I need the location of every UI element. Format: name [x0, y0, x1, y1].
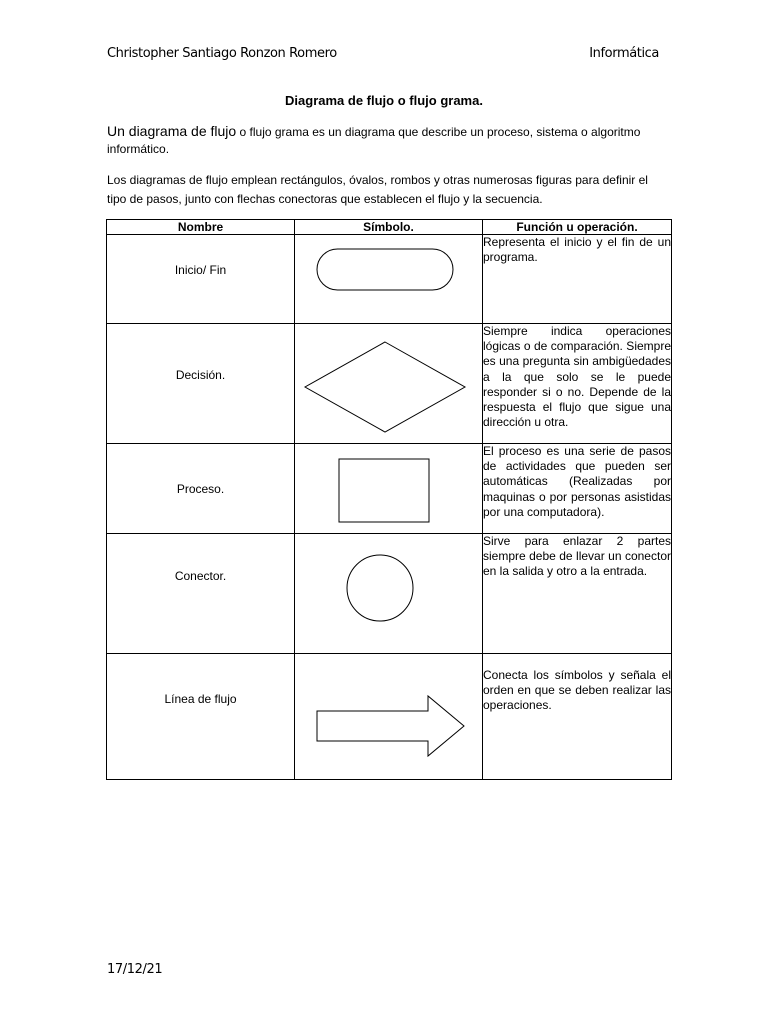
row-function-cell: Representa el inicio y el fin de un programa. [483, 235, 672, 324]
header-subject: Informática [589, 46, 659, 61]
column-header-symbol: Símbolo. [295, 220, 483, 235]
row-name-cell [107, 534, 295, 654]
row-function-cell: Siempre indica operaciones lógicas o de comparación. Siempre es una pregunta sin ambigüedades a la que solo se le puede responder si o no. Depende de la respuesta el flujo que sigue una dirección u otra. [483, 324, 672, 444]
table-row [107, 235, 672, 324]
connector-circle-icon [295, 534, 483, 654]
row-name: Inicio/ Fin [174, 263, 227, 277]
row-function-cell: Sirve para enlazar 2 partes siempre debe de llevar un conector en la salida y otro a la entrada. [483, 534, 672, 654]
document-title: Diagrama de flujo o flujo grama. [285, 93, 483, 108]
row-symbol-cell [295, 654, 483, 780]
table-row [107, 534, 672, 654]
table-row [107, 444, 672, 534]
row-name-cell [107, 324, 295, 444]
column-header-name: Nombre [107, 220, 295, 235]
row-name-cell [107, 235, 295, 324]
decision-diamond-icon [295, 324, 483, 444]
footer-date: 17/12/21 [107, 962, 163, 977]
row-name: Decisión. [175, 367, 226, 382]
intro-lead: Un diagrama de flujo [107, 123, 237, 139]
row-symbol-cell [295, 444, 483, 534]
table-header-row [107, 220, 672, 235]
description-paragraph: Los diagramas de flujo emplean rectángulos, óvalos, rombos y otras numerosas figuras para definir el tipo de pasos, junto con flechas conectoras que establecen el flujo y la secuencia. [107, 173, 648, 206]
row-name: Proceso. [176, 481, 225, 496]
table-row [107, 324, 672, 444]
flowchart-symbols-table [106, 219, 672, 780]
row-function-cell [483, 654, 672, 780]
row-symbol-cell [295, 534, 483, 654]
row-name-cell [107, 444, 295, 534]
header-author: Christopher Santiago Ronzon Romero [107, 46, 337, 61]
intro-rest: o flujo grama es un diagrama que describe un proceso, sistema o algoritmo informático. [107, 125, 641, 156]
terminal-oval-icon [295, 235, 483, 324]
row-name: Línea de flujo [164, 691, 237, 706]
row-name: Conector. [174, 568, 227, 583]
row-symbol-cell [295, 324, 483, 444]
row-function-cell: El proceso es una serie de pasos de actividades que pueden ser automáticas (Realizadas por maquinas o por personas asistidas por una computadora). [483, 444, 672, 534]
process-rectangle-icon [295, 444, 483, 534]
column-header-function: Función u operación. [483, 220, 672, 235]
row-function: Conecta los símbolos y señala el orden en que se deben realizar las operaciones. [483, 668, 671, 713]
table-row [107, 654, 672, 780]
row-name-cell [107, 654, 295, 780]
row-symbol-cell [295, 235, 483, 324]
flow-arrow-icon [295, 654, 483, 780]
intro-paragraph [107, 123, 663, 158]
